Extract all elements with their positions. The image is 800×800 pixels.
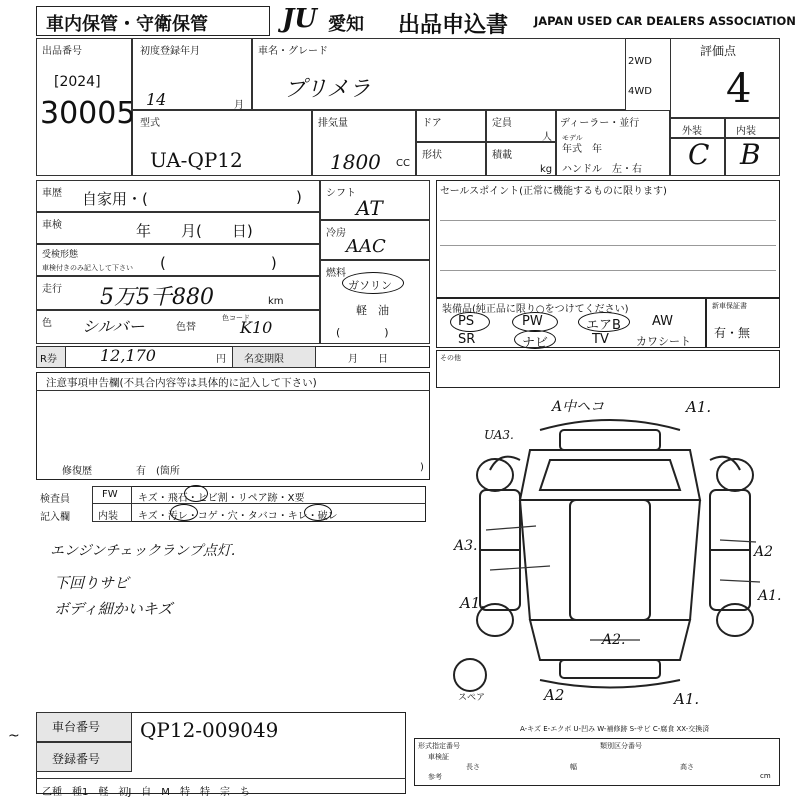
diagram-mark-top-right: A1. bbox=[686, 398, 712, 416]
circle-dirt bbox=[170, 504, 198, 521]
name-change-label: 名変期限 bbox=[244, 354, 284, 365]
car-name-value: プリメラ bbox=[284, 77, 371, 102]
displacement-label: 排気量 bbox=[318, 118, 348, 129]
history-label: 車歴 bbox=[42, 188, 62, 199]
fuel-diesel: 軽 油 bbox=[356, 304, 389, 317]
diagram-mark-left-mid: A3. bbox=[454, 538, 478, 554]
other-box bbox=[436, 350, 780, 388]
diagram-mark-bottom: A2 bbox=[544, 686, 565, 704]
diagram-mark-right-low: A1. bbox=[758, 588, 782, 604]
diagram-mark-top-left: UA3. bbox=[484, 428, 514, 442]
cm-unit: cm bbox=[760, 772, 771, 780]
recycle-yen: 円 bbox=[216, 354, 226, 365]
shift-value: AT bbox=[356, 196, 383, 220]
interior-items: キズ・汚レ・コゲ・穴・タバコ・キレ・破レ bbox=[138, 511, 338, 522]
reg-label: 登録番号 bbox=[52, 752, 101, 766]
other-label: その他 bbox=[440, 354, 461, 362]
fw-label: FW bbox=[102, 489, 118, 500]
model-value: UA-QP12 bbox=[150, 148, 243, 172]
history-row bbox=[36, 180, 320, 212]
listing-year: [2024] bbox=[54, 74, 101, 90]
storage-note: 車内保管・守衛保管 bbox=[46, 14, 208, 35]
circle-tobacco bbox=[304, 504, 332, 521]
order-note: 車検付きのみ記入して下さい bbox=[42, 264, 133, 272]
kg-unit: kg bbox=[540, 164, 553, 175]
chassis-value: QP12-009049 bbox=[140, 718, 279, 742]
listing-number-value: 30005 bbox=[40, 96, 136, 131]
inspection-value: 年 月( 日) bbox=[136, 222, 253, 240]
mileage-label: 走行 bbox=[42, 284, 62, 295]
width-label: 幅 bbox=[570, 763, 577, 771]
association-name: JAPAN USED CAR DEALERS ASSOCIATION bbox=[534, 14, 796, 28]
sales-point-box bbox=[436, 180, 780, 298]
equip-ps: PS bbox=[458, 314, 475, 329]
equip-pw: PW bbox=[522, 314, 543, 329]
name-change-value: 月 日 bbox=[348, 354, 388, 365]
color-code-value: K10 bbox=[240, 318, 273, 337]
interior-grade: B bbox=[740, 138, 761, 171]
notes-divider bbox=[36, 390, 430, 391]
shift-label: シフト bbox=[326, 188, 356, 199]
type-label: 形式指定番号 bbox=[418, 742, 460, 750]
recycle-label: R券 bbox=[40, 354, 57, 365]
color-code-label: 色コード bbox=[222, 314, 250, 322]
diagram-mark-left-low: A1. bbox=[460, 594, 486, 612]
shape-label: 形状 bbox=[422, 150, 442, 161]
fuel-other: ( ) bbox=[336, 326, 389, 339]
repair-value: 有 (箇所 bbox=[136, 466, 180, 477]
ref-label: 参考 bbox=[428, 773, 442, 781]
form-title: 出品申込書 bbox=[398, 13, 509, 38]
equip-tv: TV bbox=[592, 332, 609, 347]
ac-label: 冷房 bbox=[326, 228, 346, 239]
circle-chip bbox=[184, 485, 208, 502]
new-car-value: 有・無 bbox=[714, 326, 751, 340]
ac-value: AAC bbox=[346, 236, 386, 257]
first-reg-label: 初度登録年月 bbox=[140, 46, 200, 57]
chassis-label: 車台番号 bbox=[52, 720, 101, 734]
cc-unit: CC bbox=[396, 158, 410, 169]
exterior-grade: C bbox=[688, 138, 710, 171]
sales-line-3 bbox=[440, 270, 776, 271]
diagram-mark-bottom-right: A1. bbox=[674, 690, 700, 708]
door-label: ドア bbox=[422, 118, 442, 129]
handwritten-note-1: エンジンチェックランプ点灯. bbox=[50, 543, 236, 559]
rating-value: 4 bbox=[726, 66, 752, 112]
circle-pw bbox=[512, 312, 558, 332]
model-year-suffix: 年式 年 bbox=[562, 144, 602, 155]
handle-label: ハンドル 左・右 bbox=[562, 164, 642, 175]
repair-label: 修復歴 bbox=[62, 466, 92, 477]
color-change-label: 色替 bbox=[176, 322, 196, 333]
rating-label: 評価点 bbox=[700, 44, 737, 58]
diagram-mark-right-mid: A2 bbox=[754, 544, 774, 560]
sales-line-2 bbox=[440, 245, 776, 246]
spare-label: スペア bbox=[458, 693, 486, 703]
equip-aw: AW bbox=[652, 314, 674, 329]
model-year-label: モデル bbox=[562, 134, 583, 142]
handwritten-note-2: 下回りサビ bbox=[54, 574, 130, 592]
sales-line-1 bbox=[440, 220, 776, 221]
order-label: 受検形態 bbox=[42, 250, 79, 260]
drive-2wd: 2WD bbox=[628, 56, 652, 67]
history-value: 自家用・( bbox=[82, 190, 148, 208]
equip-sr: SR bbox=[458, 332, 476, 347]
model-label: 型式 bbox=[140, 118, 160, 129]
mileage-value: 5万5千880 bbox=[100, 285, 214, 310]
class-label: 類別区分番号 bbox=[600, 742, 642, 750]
inspection-label: 車検 bbox=[42, 220, 62, 231]
circle-ps bbox=[450, 312, 490, 332]
diagram-mark-center: A2. bbox=[602, 632, 626, 648]
fuel-label: 燃料 bbox=[326, 268, 346, 279]
interior-check-label: 内装 bbox=[98, 511, 118, 522]
history-close: ) bbox=[296, 188, 302, 206]
height-label: 高さ bbox=[680, 763, 694, 771]
load-label: 積載 bbox=[492, 150, 512, 161]
capacity-label: 定員 bbox=[492, 118, 512, 129]
inspector-label-2: 記入欄 bbox=[40, 512, 70, 523]
car-name-label: 車名・グレード bbox=[258, 46, 328, 57]
notes-title: 注意事項申告欄(不具合内容等は具体的に記入して下さい) bbox=[46, 377, 317, 389]
first-reg-value: 14 bbox=[146, 90, 167, 109]
equip-leather: カワシート bbox=[636, 335, 691, 348]
interior-label: 内装 bbox=[736, 126, 756, 137]
capacity-unit: 人 bbox=[542, 132, 552, 143]
handwritten-note-3: ボディ細かいキズ bbox=[54, 600, 173, 618]
color-label: 色 bbox=[42, 318, 52, 329]
fuel-gas: ガソリン bbox=[348, 279, 392, 292]
inspector-label-1: 検査員 bbox=[40, 494, 70, 505]
displacement-value: 1800 bbox=[330, 150, 381, 174]
fw-items: キズ・飛石・ヒビ割・リペア跡・X要 bbox=[138, 493, 305, 504]
model-label-2: 車検証 bbox=[428, 753, 449, 761]
length-label: 長さ bbox=[466, 763, 480, 771]
sales-point-label: セールスポイント(正常に機能するものに限ります) bbox=[440, 186, 667, 197]
listing-number-label: 出品番号 bbox=[42, 46, 82, 57]
repair-close: ) bbox=[420, 462, 424, 473]
dealer-label: ディーラー・並行 bbox=[560, 118, 640, 129]
footer-tilde: ~ bbox=[8, 728, 20, 744]
month-suffix: 月 bbox=[234, 100, 244, 111]
equip-airbag: エアB bbox=[586, 318, 621, 333]
footer-bottom-divider bbox=[36, 778, 406, 779]
footer-bottom-row: 乙種 種1 軽 初J 自 M 特 特 宗 ち bbox=[42, 787, 250, 798]
new-car-label: 新車保証書 bbox=[712, 302, 747, 310]
circle-navi bbox=[514, 330, 556, 349]
color-value: シルバー bbox=[82, 317, 145, 336]
equip-navi: ナビ bbox=[522, 336, 549, 351]
exterior-label: 外装 bbox=[682, 126, 702, 137]
damage-legend: A-キズ E-エクボ U-凹み W-補修跡 S-サビ C-腐食 XX-交換済 bbox=[520, 725, 710, 733]
diagram-mark-top: A中ヘコ bbox=[552, 399, 605, 415]
brand-logo: JU bbox=[282, 4, 317, 34]
equipment-label: 装備品(純正品に限り○をつけてください) bbox=[442, 304, 629, 315]
order-value: ( ) bbox=[160, 254, 277, 272]
brand-region: 愛知 bbox=[328, 14, 364, 35]
km-unit: km bbox=[268, 296, 284, 307]
circle-airbag bbox=[578, 312, 630, 332]
recycle-value: 12,170 bbox=[100, 346, 156, 365]
drive-4wd: 4WD bbox=[628, 86, 652, 97]
